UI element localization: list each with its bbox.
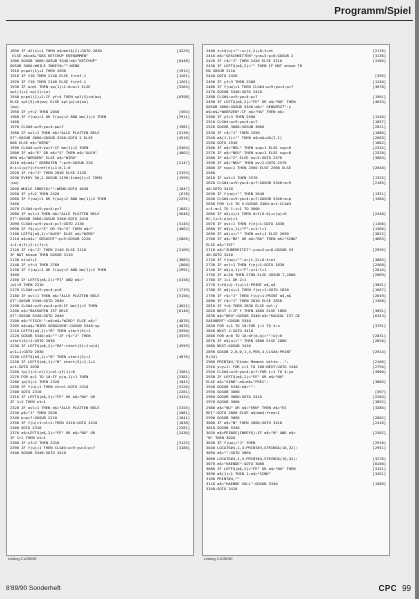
code-text: 2670 IF ovl=1 THEN f(e)=1:GOTO 1830 — [206, 221, 285, 227]
checksum: [2185] — [372, 180, 386, 186]
code-text: 3000 IF a$="N" THEN 2800:GOTO 3410 — [206, 419, 283, 425]
code-text: IF 1=1 THEN nt=1 — [10, 399, 46, 405]
checksum: [1240] — [372, 78, 386, 84]
code-text: 2960 GOSUB 3060:GOTO 3410 — [206, 394, 262, 400]
checksum: [2009] — [372, 272, 386, 278]
code-text: 2660 IF a$(u)=1 THEN d=f(0.0)+c(q)=0 — [206, 211, 287, 216]
checksum: [1681] — [176, 205, 190, 211]
code-text: ELSE a$=a$+"DAS KETCHUP ENTNOMMEN" — [10, 53, 89, 59]
code-text: 2205 a$=a$+"WIRD GEBACKEN":GOSUB 5340:sp — [10, 323, 100, 329]
section-title: Programm/Spiel — [334, 6, 411, 17]
checksum: [4876] — [176, 353, 190, 359]
checksum: [3155] — [176, 404, 190, 410]
code-text: 2250 IF LEFT$(a$,1)="B" start(5)=1,1+1 — [10, 358, 95, 364]
code-text: 2990 GOSUB 3060 — [206, 414, 240, 420]
checksum: [6343] — [372, 312, 386, 318]
code-text: 3080 IF LEFT$(a$,2)="FE" OR a$="NU" THEN — [206, 465, 296, 471]
checksum: [860] — [178, 261, 190, 267]
code-text: 1930 IF w=ml THEN sp(1)=1:d=w=1 ELSE — [10, 83, 91, 89]
code-text: 2980 a$="NU" OR a$="ERN" THEN a$="ES — [206, 404, 287, 410]
checksum: [2147] — [176, 160, 190, 166]
checksum: [2648] — [372, 165, 386, 171]
code-text: 2230 IF LEFT$(a$,2)="BA":start(5)=1:m(d) — [10, 343, 100, 349]
code-text: 2850 NEXT J:GOTO 3410 — [206, 328, 253, 334]
code-text: 2870 IF a$(u)="" THEN 2880 ELSE 2880 — [206, 338, 287, 344]
checksum: [2924] — [372, 348, 386, 354]
checksum: [3451] — [372, 470, 386, 476]
checksum: [2016] — [372, 267, 386, 273]
checksum: [8100] — [372, 460, 386, 466]
code-text: 1920 IF f10 THEN 2140 ELSE f=ref-1 — [10, 78, 87, 84]
code-text: 2630 IF f(uw)="" THEN 2640 — [206, 190, 265, 196]
code-text: 2050 IF yf=2 THEN 2420 — [10, 190, 60, 196]
checksum: [2416] — [372, 419, 386, 425]
code-text: 2720 IF f(uw)="":u=(t,2)+0:t=nt — [206, 256, 276, 262]
checksum: [2204] — [372, 394, 386, 400]
code-text: EN GOSUB 3110 — [206, 68, 236, 74]
code-text: IF 1=1 THEN nt=1 — [10, 435, 46, 441]
code-text: 2200 a$="BACKOFEN IST BELE — [10, 307, 69, 313]
code-text: 2500 IF yf=3 THEN 2500 — [206, 114, 256, 120]
code-text: 2970 GOSUB 3060 — [206, 399, 240, 405]
checksum: [3791] — [372, 323, 386, 329]
code-text: 2520 GOSUB 3060:GOSUB 3060 — [206, 124, 265, 130]
code-text: GT":GOSUB 3060:GOSUB 5340:GOTO 3410 — [10, 216, 89, 222]
code-text: i=1:d(f)=2:i(f)=1 — [10, 241, 49, 247]
listing-column-right — [202, 44, 390, 556]
checksum: [4076] — [176, 323, 190, 329]
code-text: s=1:m=1 TO 1:i=1 TO 5000 — [206, 205, 260, 211]
code-text: 2510 CLS#4:w=9:yw=4:p=7 — [206, 119, 258, 125]
checksum: [5120] — [176, 384, 190, 390]
code-text: SAEUBERT":GOSUB 5340 — [206, 317, 251, 323]
code-text: 2150 IF f(uw)=1 OR f(uw)=2 AND bm(1)=2 THEN — [10, 267, 107, 273]
checksum: [1261] — [176, 78, 190, 84]
checksum: [2951] — [372, 445, 386, 451]
checksum: [1325] — [372, 175, 386, 181]
code-text: 2780 IF a$(u)=1 THEN f(e)=1:GOTO 1830 — [206, 287, 289, 293]
checksum: [5590] — [176, 328, 190, 334]
checksum: [3078] — [372, 83, 386, 89]
checksum: [3022] — [372, 231, 386, 237]
checksum: [2381] — [176, 374, 190, 379]
checksum: [1168] — [372, 221, 386, 227]
checksum: [2291] — [176, 195, 190, 201]
checksum: [1240] — [372, 114, 386, 120]
checksum: [1366] — [372, 226, 386, 232]
code-text: 2540 a$(1,1)="" THEN a$=a$+d$(2,1) — [206, 134, 283, 140]
checksum: [4683] — [372, 236, 386, 242]
checksum: [2430] — [176, 430, 190, 436]
code-text: 2010 a$=a$+" GEBRATEN ":p=9:GOSUB 220 — [10, 160, 93, 166]
code-text: w=1+1:GOTO 2030 — [10, 348, 44, 354]
code-text: 2210 LEFT$(a$,1)="B" THEN start(5)=1 — [10, 328, 91, 334]
checksum: [1038] — [176, 419, 190, 425]
code-text: 2770 f=f$(u):f(u)=1:PRINT a$,a$ — [206, 282, 276, 288]
code-text: 3060 LOCATE#4,1,5:PRINT#4,STRING$(10,32): — [206, 455, 298, 461]
checksum: [2911] — [176, 114, 190, 120]
checksum: [3151] — [372, 465, 386, 471]
magazine-brand: CPC — [378, 584, 397, 593]
checksum: [2302] — [372, 430, 386, 436]
checksum: [4158] — [176, 277, 190, 283]
code-text: 2880 NEXT:GOSUB 3410 — [206, 343, 251, 349]
checksum: [6140] — [176, 307, 190, 313]
checksum: [3276] — [372, 455, 386, 461]
code-text: 2040 WHILE INKEY$="":WEND:GOTO 4040 — [10, 185, 89, 191]
code-text: 2330 p$="J" THEN 2030 — [10, 409, 57, 415]
code-text: 2000 IF a$="E" OR a$="S" THEN a$="AUCH" — [10, 149, 98, 155]
checksum: [2081] — [176, 409, 190, 415]
checksum: [1351] — [372, 190, 386, 196]
checksum: [1847] — [176, 185, 190, 191]
code-text: 2800 IF r$="J" THEN 2810 ELSE 2820 — [206, 297, 283, 303]
code-text: 2570 IF a$="NEU" THEN sup=1 ELSE sup=0 — [206, 149, 291, 155]
checksum: [2176] — [372, 48, 386, 53]
listing-lines-left — [7, 45, 193, 456]
code-text: 1980 IF ovl=1 THEN a$="ALLE PLATTEN BELE — [10, 129, 100, 135]
checksum: [2332] — [372, 144, 386, 150]
checksum — [384, 486, 386, 491]
checksum: [4518] — [176, 134, 190, 140]
code-text: 2030 EVERY 50,2 GOSUB 2190:I=bm(1)=2 THEN — [10, 175, 102, 181]
code-text: 3460 — [10, 200, 19, 206]
code-text: 2160 IF LEFT$(a$,2)="PI" AND a$=" — [10, 277, 84, 283]
code-text: 2580 — [206, 170, 215, 176]
checksum: [3286] — [372, 404, 386, 410]
code-text: 2690 IF a$(u)="" THEN ovl+1 ELSE 2690 — [206, 231, 289, 237]
code-text: 2830 a$="NEU":GOSUB 5340:a$="KALKUL IST GE — [206, 312, 300, 318]
checksum: [5136] — [176, 129, 190, 135]
checksum: [3805] — [372, 379, 386, 385]
code-text: 2940 GOSUB 5340:a$="": — [206, 384, 256, 390]
checksum: [6448] — [176, 58, 190, 64]
checksum: [1580] — [372, 195, 386, 201]
code-text: 2610 IF sel=1 THEN 2570 — [206, 175, 258, 181]
code-text: 2470 GOSUB 5340:GOTO 3410 — [206, 88, 262, 94]
code-text: 2180 IF ovl=1 THEN a$="ALLE PLATTEN BELE — [10, 292, 100, 298]
code-text: a$=a$+"WUERZEN":IF a$="HA" THEN a$= — [206, 109, 285, 115]
code-text: 2360 GOTO 2310 — [10, 424, 42, 430]
code-text: 2580 IF a$="2" ELSE ov=2:GOTO 2570 — [206, 154, 283, 160]
checksum: [4076] — [176, 317, 190, 323]
code-text: 2260 lp(1)=1:nl(1)=ol:yf(1)=0 — [10, 368, 75, 374]
code-text: 2910 y=y+1: FOR i=1 TO 100:NEXT:GOTO 1440 — [206, 363, 298, 369]
checksum: [678] — [178, 190, 190, 196]
code-text: 2650 FOR l=1 TO 5:GOSUB 3460:a=1:CLS#4 — [206, 200, 291, 206]
checksum: [3186] — [176, 445, 190, 451]
code-text: 2340 p=p=7:GOSUB 2210 — [10, 414, 57, 420]
code-text: HEN a$="WERDEN" ELSE a$="WIRD" — [10, 154, 78, 160]
checksum: [3434] — [176, 394, 190, 400]
code-text: 2130 ol=ol+1 — [10, 256, 37, 262]
code-text: (ow) — [10, 104, 19, 110]
code-text: 2100 LEFT$(a$,1)="AUCH" ELSE a$="WIRD" — [10, 231, 95, 237]
checksum: [395] — [374, 73, 386, 79]
code-text: 2530 IF r$="J" THEN 2550 — [206, 129, 260, 135]
code-text: 2750 IF b=20 THEN 2780 ELSE GOSUB 7,2000 — [206, 272, 296, 278]
checksum: [2820] — [372, 338, 386, 344]
code-text: 40:GOTO 3410 — [206, 185, 233, 191]
checksum: [1981] — [176, 124, 190, 130]
checksum: [2683] — [372, 134, 386, 140]
checksum: [1719] — [176, 287, 190, 293]
code-text: GOSUB 3060:WHILE INKEY$="":WEND — [10, 63, 80, 69]
code-text: GT":GOSUB 5340:GOTO 2040 — [10, 297, 64, 303]
code-text: 2060 IF f(uw)=1 OR f(uw)=2 AND bm(1)=2 THEN — [10, 195, 107, 201]
listing-caption-right: Listing CUISINE — [204, 556, 233, 561]
checksum: [1082] — [372, 139, 386, 145]
code-text: 2300 GOTO 2310 — [10, 389, 42, 395]
code-text: 2440 GOTO 2420 — [206, 73, 238, 79]
code-text: GT":GOSUB 3060:GOSUB 5340:GOTO 2 ELSE — [10, 134, 93, 140]
checksum: [564] — [178, 109, 190, 115]
code-text: GT":GOSUB 5340:GOTO 2040 — [10, 312, 64, 318]
checksum: [1589] — [372, 480, 386, 486]
code-text: 2200 a$="FISCH ":a$=a$+"WIRD" ELSE a$=" — [10, 317, 98, 323]
code-text: 2090 IF f$(u)="E" OR f$="S" THEN a$=" — [10, 226, 93, 232]
code-text: 2480 CLS#4:w=9:yw=4:p=7 — [206, 93, 258, 99]
checksum: [1912] — [176, 68, 190, 74]
checksum: [2805] — [176, 236, 190, 242]
code-text: 2400 t=t$(u)="":u=(t,2)+0:t=nt — [206, 48, 274, 53]
page-spine — [415, 0, 419, 599]
code-text: 3090 a$(1)=1 THEN 1:a$="SIND" — [206, 470, 271, 476]
code-text: 2930 IF LEFT$(a$,2)="FE" OR a$="NU" — [206, 374, 285, 379]
code-text: 2810 IF f=0 THEN 2830 ELSE ovl:j — [206, 302, 278, 308]
code-text: 2900 PRINT#4,"Einen Moment bitte...": — [206, 358, 289, 364]
checksum — [188, 450, 190, 455]
checksum: [2910] — [372, 440, 386, 446]
code-text: 1970 CLS#4:w=9:yw=4:pw=7 — [10, 124, 64, 130]
code-text: 2450 IF yf=3 THEN 2500 — [206, 78, 256, 84]
checksum: [3091] — [372, 282, 386, 288]
checksum: [4229] — [176, 48, 190, 53]
checksum: [1667] — [372, 287, 386, 293]
checksum: [1041] — [176, 414, 190, 420]
checksum: [1261] — [176, 73, 190, 79]
code-text: 2080 IF ovl=1 THEN a$="ALLE PLATTEN BELE — [10, 211, 100, 216]
checksum: [3900] — [372, 368, 386, 374]
code-text: 2280 ip(5)=1 THEN 2320 — [10, 379, 60, 385]
checksum: [3083] — [176, 256, 190, 262]
listing-column-left — [6, 44, 194, 556]
checksum: [3091] — [372, 307, 386, 313]
code-text: spl(1)+1 sp(1)=(w) — [10, 88, 51, 94]
code-text: 2490 IF LEFT$(a$,2)="FE" OR a$="NU" THEN — [206, 98, 296, 104]
code-line — [10, 450, 190, 455]
code-text: 1900 GOSUB 3060:GOSUB 5340:a$="KETCHUP" — [10, 58, 98, 64]
checksum: [4633] — [372, 98, 386, 104]
code-text: 2460 IF f(uw)=1 THEN CLS#4:w=9:yw=4:p=7 — [206, 83, 294, 89]
listing-caption-left: Listing CUISINE — [8, 556, 37, 561]
checksum: [6398] — [176, 93, 190, 99]
code-text: (w)=9 THEN 2210 — [10, 282, 44, 288]
checksum: [3136] — [372, 53, 386, 59]
code-text: 2270 FOR q=1 TO 10:IF p(q,1)=1 THEN — [10, 374, 89, 379]
code-text: 2370 a$=LEFT$(a$,2)="FE" OR a$="NU" OR — [10, 430, 95, 436]
checksum: [4559] — [176, 343, 190, 349]
checksum: [1042] — [176, 379, 190, 385]
checksum: [3153] — [176, 170, 190, 176]
checksum: [3085] — [372, 256, 386, 262]
checksum: [3052] — [372, 399, 386, 405]
code-text: 2120 IF r$="J" THEN 2140 ELSE 3110 — [10, 246, 87, 252]
checksum: [2021] — [372, 124, 386, 130]
code-line — [206, 486, 386, 491]
code-text: 3040 LOCATE#4,1,4:PRINT#4,STRING$(10,32): — [206, 445, 298, 451]
code-text: 2190 CLS#4:w=9:yw=4:p=8:IF bm(1)=2 THEN — [10, 302, 98, 308]
code-text: 2390 IF f(u)=1 THEN CLS#4:w=9:yw=4:p=7 — [10, 445, 95, 451]
checksum: [3125] — [176, 440, 190, 446]
checksum: [2438] — [372, 211, 386, 216]
checksum: [5384] — [176, 83, 190, 89]
checksum: [1368] — [372, 297, 386, 303]
checksum: [2794] — [372, 363, 386, 369]
code-text: 2070 CLS#4:w=9:yw=4:p=7 — [10, 205, 62, 211]
code-text: 40:GOTO 3410 — [206, 251, 233, 257]
code-text: 2350 IF f(u)=1:nl=1:THEN 2410:GOTO 2410 — [10, 419, 98, 425]
checksum: [1086] — [372, 129, 386, 135]
code-text: 3020 a$=PEINGE(INKEY$):IF a$>"N" AND a$> — [206, 430, 296, 436]
listing-lines-right — [203, 45, 389, 491]
checksum: [567] — [374, 389, 386, 395]
checksum: [2109] — [176, 246, 190, 252]
checksum: [2802] — [372, 414, 386, 420]
code-text: 2380 IF yf=2 THEN 2410 — [10, 440, 60, 446]
checksum: [3105] — [372, 58, 386, 64]
code-text: 1890 IF d2(n)=1 THEN a$=mel$(2):GOTO 2030 — [10, 48, 102, 53]
code-text: 1460 — [10, 119, 19, 125]
code-text: 2740 IF a$(u,1)="F":u=1:l=1 — [206, 267, 267, 273]
checksum: [2106] — [372, 358, 386, 364]
code-text: 2420 IF r$="J" THEN 2420 ELSE 3110 — [206, 58, 283, 64]
code-text: 2890 GOSUB 2,8,0,1,4,PEN,4,CLS#4:PRINT — [206, 348, 291, 354]
code-text: (uw) — [10, 180, 19, 186]
checksum: [2649] — [372, 292, 386, 298]
code-text: 3110 a$="HAENDE VOLL":GOSUB 5340 — [206, 480, 278, 486]
code-text: 2840 FOR i=1 TO 10:FOR j=1 TO 4:u — [206, 323, 280, 329]
code-text: w=1:GOTO 2030 — [10, 363, 40, 369]
checksum: [5046] — [176, 211, 190, 216]
checksum: [2568] — [372, 261, 386, 267]
code-text: 2950 GOSUB 3060 — [206, 389, 240, 395]
code-text: 1910 IF f10 THEN 2140 ELSE f=ref-1 — [10, 73, 87, 79]
code-text: GOSUB 3060:GOSUB 5340:a$=" GEWUERZT":y — [206, 104, 291, 110]
code-text: 1990 CLS#4:w=9:yw=7:IF bm(1)=2 THEN — [10, 144, 89, 150]
code-text: 2590 IF a$="NEU" THEN ov=2:GOTO 2570 — [206, 160, 287, 166]
header-rule — [6, 20, 413, 21]
checksum: [2281] — [176, 424, 190, 430]
code-text: ELSE a$="SIND":a$=a$+"FREI": — [206, 379, 269, 385]
code-text: 3050 a$="":GOTO 3060 — [206, 450, 251, 456]
code-text: 2820 NEXT J:IF f THEN 1860 ELSE 1860 — [206, 307, 287, 313]
checksum: [2328] — [372, 149, 386, 155]
code-text: 2410 a$="GESCHNITTEN":y=m+5:p=8:GOSUB 2 — [206, 53, 294, 59]
code-text: 2700 IF a$="BE" OR a$="BA" THEN a$="SIND" — [206, 236, 298, 242]
checksum: [1581] — [176, 368, 190, 374]
code-text: 2090 CLS#4:w=9:yw=4:p=7:GOTO 2130 — [10, 221, 84, 227]
checksum: [2281] — [176, 389, 190, 395]
code-text: 6C,1)=1:a(e)=1 — [206, 216, 238, 222]
code-text: 0:i=1:p(f)=f=ref(n)+1:0,1:0 — [10, 165, 71, 171]
checksum: [2995] — [372, 246, 386, 252]
code-text: 2680 IF a$(u,1)="F":u=1:l=1 — [206, 226, 267, 232]
code-text: IF NOT answe THEN GOSUB 3110 — [10, 251, 73, 257]
checksum: [3145] — [176, 221, 190, 227]
checksum: [1901] — [372, 93, 386, 99]
code-text: 2710 a$="ZUBEREITET":y=m+5:p=8:GOSUB 53 — [206, 246, 294, 252]
code-text: 2170 CLS#4:w=9:yw=4:p=8 — [10, 287, 62, 293]
checksum: [3083] — [372, 154, 386, 160]
code-text: 2310 IF LEFT$(a$,2)="FE" OR a$="NU" OR — [10, 394, 95, 400]
code-text: 2020 IF r$="J" THEN 2030 ELSE 2120 — [10, 170, 87, 176]
code-text: 2790 IF r$="J" THEN f(u)=1:PRINT a$,a$ — [206, 292, 291, 298]
code-text: 3010 GOSUB 5340 — [206, 424, 240, 430]
code-text: 2320 IF ovl=1 THEN a$="ALLE PLATTEN BELE — [10, 404, 100, 410]
checksum: [2991] — [176, 267, 190, 273]
code-text: ELSE a$="IST" — [206, 241, 236, 247]
code-text: 000 ELSE a$="WIRD" — [10, 139, 51, 145]
code-text: 2600 IF sup=1 THEN 2560 ELSE 2560 ELSE — [206, 165, 291, 171]
checksum: [5156] — [176, 292, 190, 298]
code-text: 3100 PRINT#4,"" — [206, 475, 240, 481]
code-text: 2550 GOTO 2530 — [206, 139, 238, 145]
checksum: [4021] — [176, 302, 190, 308]
checksum: [4559] — [176, 333, 190, 339]
code-text: "N" THEN 3020 — [206, 435, 236, 441]
code-text: 1940 p=pol(1)+1:IF yf=4 THEN spl(5)=d(ow) — [10, 93, 102, 99]
code-text: 2290 IF f(u)=1 THEN nt=nl:GOTO 2310 — [10, 384, 89, 390]
code-text: 2560 IF a$="BEL" THEN sup=1 ELSE sup=0 — [206, 144, 291, 150]
issue-label: 8'89/90 Sonderheft — [6, 585, 61, 592]
code-text: 1960 IF f(uw)=1 OR f(uw)=2 AND bm(1)=2 THEN — [10, 114, 107, 120]
code-text: R(34) — [206, 353, 218, 359]
code-text: 3070 a$="HAENDE":GOTO 3080 — [206, 460, 265, 466]
code-text: 2620 CLS#4:w=9:yw=4:p=7:GOSUB 5340:a=9 — [206, 180, 291, 186]
code-text: start(5)=1:GOTO 2030 — [10, 338, 55, 344]
code-text: 2220 GOSUB 5340:a$="":IF r$="J" THEN — [10, 333, 91, 339]
code-text: REI":GOTO 2800 ELSE a$=bm$:free=1 — [206, 409, 280, 415]
code-text: 2640 CLS#4:w=9:yw=4:p=7:GOSUB 5340:a=p — [206, 195, 291, 201]
code-text: 2760 IF 1=1 OR 2=1 — [206, 277, 247, 283]
code-text: 2140 IF yf=4 THEN 2760 — [10, 261, 60, 267]
code-text: 1910 p=pol(1)+1 THEN 2030 — [10, 68, 66, 74]
checksum: [4062] — [176, 149, 190, 155]
code-text: 2110 a$=a$+" GEKOCHT":p=9:GOSUB 2220 — [10, 236, 91, 242]
checksum: [5364] — [176, 144, 190, 150]
code-text: 3030 IF f(uw)="J" THEN — [206, 440, 256, 446]
code-text: 2730 IF ovl=1 THEN f(e)=1:GOTO 1830 — [206, 261, 285, 267]
code-text: ELSE spl(5)=d(ow) ELSE spl(p)=d(ow) — [10, 98, 89, 104]
code-text: 1950 IF yf=2 THEN 2050 — [10, 109, 60, 115]
code-text: 2400 GOSUB 5340:GOTO 3410 — [10, 450, 66, 456]
page-number: 99 — [402, 584, 411, 593]
code-text: 5340:GOTO 3410 — [206, 486, 238, 492]
checksum: [4062] — [176, 226, 190, 232]
checksum: [1857] — [372, 119, 386, 125]
code-text: 3460 — [10, 272, 19, 278]
checksum: [1999] — [176, 175, 190, 181]
code-text: 2860 FOR a=0 TO 10:df(d,a)="":U)=0 — [206, 333, 283, 339]
checksum: [2031] — [372, 333, 386, 339]
code-text: 2240 LEFT$(a$,1)="B" THEN start(5)=1 — [10, 353, 91, 359]
code-text: 2430 IF LEFT$(a$,2)="" THEN IF NOT answe TH — [206, 63, 303, 69]
code-text: 2920 CLS#4:w=9:yw=4:p=7:FOR i=1 TO 4:yw — [206, 368, 294, 374]
